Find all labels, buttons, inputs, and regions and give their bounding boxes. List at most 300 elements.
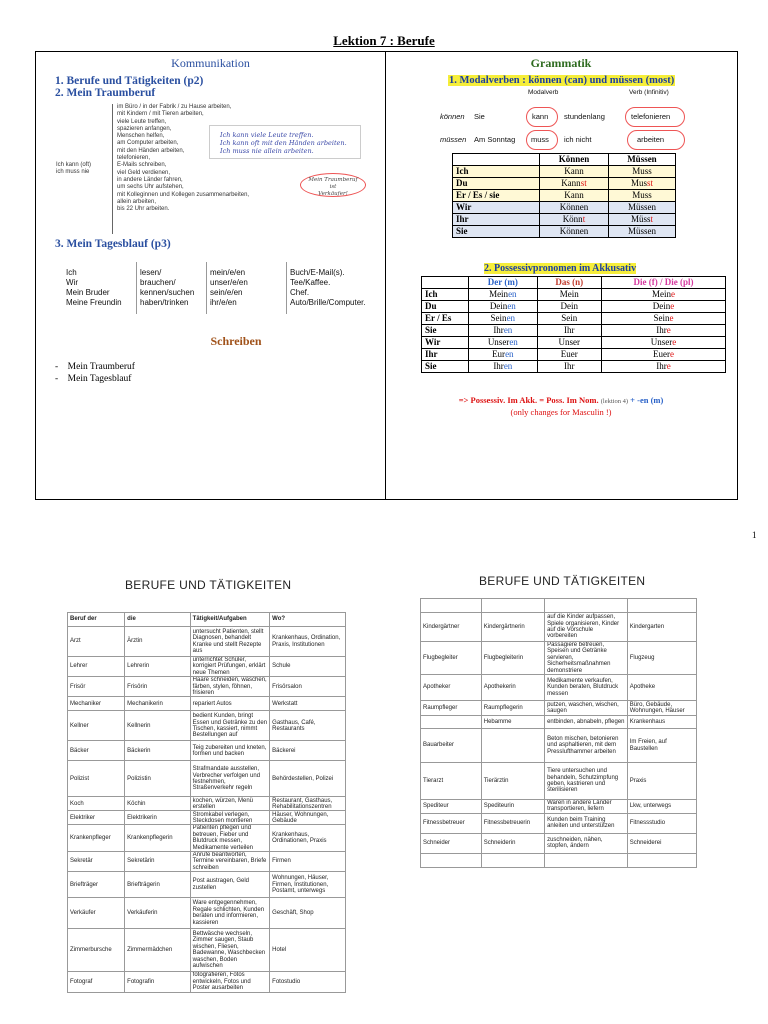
poss-neut: Unser: [537, 337, 601, 349]
example-infinitive: arbeiten: [637, 135, 665, 144]
table-row: [421, 833, 697, 853]
table-row: [68, 825, 346, 852]
table-cell: repariert Autos: [190, 697, 270, 711]
activity-item: um sechs Uhr aufstehen,: [117, 184, 184, 191]
modal-form: [540, 214, 609, 226]
poss-ending: en: [508, 289, 517, 299]
modal-row: [453, 166, 676, 178]
table-row: [68, 852, 346, 872]
tagesablauf-col4: [290, 268, 370, 308]
side-note-line: ich muss nie: [56, 169, 90, 176]
table-cell: bedient Kunden, bringt Essen und Getränke zu den Tischen, kassiert, nimmt Bestellungen auf: [190, 711, 270, 741]
poss-ending: e: [666, 361, 671, 371]
table-cell: [481, 599, 544, 613]
schreiben-list: [55, 361, 135, 385]
poss-ending: e: [670, 301, 675, 311]
tagesablauf-cell: Ich: [66, 268, 77, 277]
activity-item: am Computer arbeiten,: [117, 140, 179, 147]
modal-verb-name: müssen: [440, 135, 467, 144]
table-cell: Passagiere betreuen, Speisen und Getränke servieren, Sicherheitsmaßnahmen demonstriere: [545, 642, 628, 675]
modal-row: [453, 178, 676, 190]
example-line: Ich kann oft mit den Händen arbeiten.: [220, 139, 347, 147]
tagesablauf-cell: Wir: [66, 278, 78, 287]
table-cell: fotografieren, Fotos entwickeln, Fotos und Poster ausarbeiten: [190, 972, 270, 992]
table-cell: Verkäuferin: [125, 898, 190, 929]
tagesablauf-cell: Mein Bruder: [66, 288, 110, 297]
table-cell: Zimmerbursche: [68, 929, 125, 972]
modal-ending: t: [582, 214, 586, 224]
table-cell: Frisör: [68, 677, 125, 697]
table-cell: Fotograf: [68, 972, 125, 992]
table-cell: Krankenhaus, Ordinationen, Praxis: [270, 825, 346, 852]
table-cell: Verkäufer: [68, 898, 125, 929]
modal-verb-name: können: [440, 112, 465, 121]
modal-form: [540, 202, 609, 214]
modal-person: Sie: [453, 226, 540, 238]
tagesablauf-sep: [136, 262, 137, 314]
table-cell: Praxis: [627, 763, 696, 800]
table-cell: Schneider: [421, 833, 482, 853]
table-cell: Krankenhaus, Ordination, Praxis, Institutionen: [270, 627, 346, 657]
table-row: [421, 853, 697, 867]
modal-ending: st: [646, 178, 653, 188]
poss-masc: [469, 337, 538, 349]
table-cell: Fitnessbetreuerin: [481, 813, 544, 833]
table-cell: Wohnungen, Häuser, Firmen, Institutionen, Postamt, unterwegs: [270, 872, 346, 898]
poss-neut: Mein: [537, 289, 601, 301]
item-berufe: 1. Berufe und Tätigkeiten (p2): [55, 75, 204, 87]
table-cell: Kindergärtner: [421, 613, 482, 642]
table-cell: Medikamente verkaufen, Kunden beraten, Blutdruck messen: [545, 675, 628, 701]
table-cell: Schneiderei: [627, 833, 696, 853]
table-cell: Ware entgegennehmen, Regale schlichten, Kunden beraten und informieren, kassieren: [190, 898, 270, 929]
example-subject: Am Sonntag: [474, 135, 516, 144]
schreiben-item: - Mein Tagesblauf: [55, 374, 132, 384]
modal-person: Er / Es / sie: [453, 190, 540, 202]
table-row: [68, 711, 346, 741]
modal-form: [608, 214, 675, 226]
tagesablauf-cell: kennen/suchen: [140, 288, 195, 297]
schreiben-title: Schreiben: [210, 334, 262, 348]
poss-fem: [601, 361, 725, 373]
table-cell: Lkw, unterwegs: [627, 800, 696, 814]
poss-ending: en: [506, 313, 516, 323]
table-cell: Restaurant, Gasthaus, Rehabilitationszentren: [270, 797, 346, 811]
table-cell: [421, 853, 482, 867]
table-cell: Waren in andere Länder transportieren, liefern: [545, 800, 628, 814]
example-middle: ich nicht: [564, 135, 592, 144]
tagesablauf-cell: Tee/Kaffee.: [290, 278, 331, 287]
table-cell: putzen, waschen, wischen, saugen: [545, 701, 628, 716]
table-cell: Strafmandate ausstellen, Verbrecher verfolgen und festnehmen, Straßenverkehr regeln: [190, 761, 270, 797]
grammatik-title: Grammatik: [530, 56, 592, 70]
activity-item: spazieren anfangen,: [117, 125, 172, 132]
table-cell: Fotografin: [125, 972, 190, 992]
table-cell: Schneiderin: [481, 833, 544, 853]
item-tagesablauf: 3. Mein Tagesblauf (p3): [55, 238, 171, 250]
modal-stem: Muss: [632, 166, 652, 176]
possessiv-table: [421, 276, 726, 373]
modal-header-cell: Müssen: [608, 154, 675, 166]
table-cell: Kellner: [68, 711, 125, 741]
poss-row: [422, 337, 726, 349]
modal-example-row1: [440, 112, 465, 122]
modal-form: [608, 178, 675, 190]
poss-ending: en: [503, 361, 513, 371]
poss-masc: [469, 301, 538, 313]
table-cell: Raumpfleger: [421, 701, 482, 716]
table-cell: Tierarzt: [421, 763, 482, 800]
modal-stem: Müssen: [627, 202, 656, 212]
poss-fem: [601, 313, 725, 325]
activity-item: in andere Länder fahren,: [117, 176, 183, 183]
table-cell: Elektriker: [68, 811, 125, 825]
example-sentences: [220, 131, 347, 155]
berufe-table-title: BERUFE UND TÄTIGKEITEN: [479, 574, 646, 588]
modal-ending: st: [580, 178, 587, 188]
table-cell: Teig zubereiten und kneten, formen und backen: [190, 741, 270, 761]
tagesablauf-cell: Meine Freundin: [66, 298, 122, 307]
poss-ending: e: [666, 325, 671, 335]
table-row: [421, 701, 697, 716]
modal-form: [608, 226, 675, 238]
poss-stem: Ihr: [493, 325, 504, 335]
table-cell: Spediteurin: [481, 800, 544, 814]
table-row: [421, 813, 697, 833]
poss-stem: Unser: [487, 337, 510, 347]
table-cell: Sekretär: [68, 852, 125, 872]
table-row: [421, 800, 697, 814]
table-cell: Apotheker: [421, 675, 482, 701]
table-cell: Arzt: [68, 627, 125, 657]
poss-ending: en: [503, 325, 513, 335]
table-cell: Gasthaus, Café, Restaurants: [270, 711, 346, 741]
poss-person: Du: [422, 301, 469, 313]
table-cell: Kunden beim Training anleiten und unterstützen: [545, 813, 628, 833]
table-row: [68, 657, 346, 677]
modal-row: [453, 190, 676, 202]
poss-header-cell: Der (m): [469, 277, 538, 289]
tagesablauf-cell: ihr/e/en: [210, 298, 237, 307]
table-cell: Patienten pflegen und betreuen, Fieber und Blutdruck messen, Medikamente verteilen: [190, 825, 270, 852]
table-row: [68, 797, 346, 811]
table-cell: Tierärztin: [481, 763, 544, 800]
example-line: Ich muss nie allein arbeiten.: [220, 147, 314, 155]
table-header-cell: Tätigkeit/Aufgaben: [190, 613, 270, 627]
activity-item: telefonieren,: [117, 155, 151, 162]
poss-fem: [601, 349, 725, 361]
modal-label: Modalverb: [528, 89, 559, 96]
modal-ending: t: [650, 214, 653, 224]
table-row: [421, 599, 697, 613]
table-cell: Krankenpfleger: [68, 825, 125, 852]
table-cell: [545, 853, 628, 867]
poss-row: [422, 313, 726, 325]
modal-form: [540, 226, 609, 238]
tagesablauf-col1: [66, 268, 136, 308]
poss-stem: Euer: [652, 349, 670, 359]
table-row: [68, 761, 346, 797]
example-subject: Sie: [474, 112, 485, 121]
table-cell: Behördestellen, Polizei: [270, 761, 346, 797]
poss-fem: [601, 289, 725, 301]
table-cell: untersucht Patienten, stellt Diagnosen, behandelt Kranke und stellt Rezepte aus: [190, 627, 270, 657]
tagesablauf-col2: [140, 268, 210, 308]
poss-person: Wir: [422, 337, 469, 349]
poss-person: Sie: [422, 361, 469, 373]
activity-item: mit Kindern / mit Tieren arbeiten,: [117, 111, 204, 118]
bubble-line: Mein Traumberuf ist: [308, 177, 358, 190]
table-cell: Kindergarten: [627, 613, 696, 642]
table-cell: Geschäft, Shop: [270, 898, 346, 929]
tagesablauf-sep: [206, 262, 207, 314]
modal-form: [540, 178, 609, 190]
poss-row: [422, 301, 726, 313]
activity-item: allein arbeiten,: [117, 198, 157, 205]
table-row: [68, 929, 346, 972]
modal-stem: Könn: [562, 214, 583, 224]
side-note: [56, 162, 91, 177]
poss-masc: [469, 289, 538, 301]
poss-header-cell: Das (n): [537, 277, 601, 289]
table-row: [68, 627, 346, 657]
modal-form: [540, 166, 609, 178]
example-middle: stundenlang: [564, 112, 605, 121]
rule-note: (only changes for Masculin !): [510, 407, 612, 417]
table-cell: Häuser, Wohnungen, Gebäude: [270, 811, 346, 825]
example-modal: muss: [531, 135, 549, 144]
table-cell: zuschneiden, nähen, stopfen, ändern: [545, 833, 628, 853]
modal-header-cell: [453, 154, 540, 166]
table-row: [421, 763, 697, 800]
table-cell: unterrichtet Schüler, korrigiert Prüfungen, erklärt neue Themen: [190, 657, 270, 677]
page-title: Lektion 7 : Berufe: [333, 33, 435, 48]
table-cell: Sekretärin: [125, 852, 190, 872]
poss-row: [422, 325, 726, 337]
poss-person: Ich: [422, 289, 469, 301]
table-header-cell: Beruf der: [68, 613, 125, 627]
table-row: [68, 811, 346, 825]
table-cell: Tiere untersuchen und behandeln, Schutzimpfung geben, kastrieren und sterilisieren: [545, 763, 628, 800]
poss-ending: en: [507, 301, 516, 311]
table-cell: Fitnessstudio: [627, 813, 696, 833]
table-row: [68, 677, 346, 697]
poss-neut: Ihr: [537, 361, 601, 373]
table-cell: [481, 729, 544, 763]
table-header-cell: Wo?: [270, 613, 346, 627]
table-cell: Bäcker: [68, 741, 125, 761]
tagesablauf-col3: [210, 268, 280, 308]
poss-stem: Dein: [489, 301, 508, 311]
column-divider: [385, 51, 386, 499]
table-row: [68, 898, 346, 929]
poss-stem: Mein: [651, 289, 671, 299]
modal-person: Ich: [453, 166, 540, 178]
table-cell: Post austragen, Geld zustellen: [190, 872, 270, 898]
modal-person: Du: [453, 178, 540, 190]
poss-person: Sie: [422, 325, 469, 337]
poss-stem: Sein: [490, 313, 507, 323]
modal-stem: Können: [559, 202, 589, 212]
table-row: [68, 972, 346, 992]
table-cell: Flugbegleiter: [421, 642, 482, 675]
table-cell: Bettwäsche wechseln, Zimmer saugen, Staub wischen, Fliesen, Badewanne, Waschbecken waschen, Boden aufwischen: [190, 929, 270, 972]
poss-stem: Eur: [492, 349, 506, 359]
table-cell: Stromkabel verlegen, Steckdosen montieren: [190, 811, 270, 825]
table-cell: Anrufe beantworten, Termine vereinbaren, Briefe schreiben: [190, 852, 270, 872]
modal-stem: Mus: [630, 178, 647, 188]
table-cell: Apothekerin: [481, 675, 544, 701]
modal-person: Wir: [453, 202, 540, 214]
modal-conjugation-table: [452, 153, 676, 238]
poss-stem: Unser: [650, 337, 673, 347]
table-cell: [545, 599, 628, 613]
table-cell: Kindergärtnerin: [481, 613, 544, 642]
table-row: [68, 872, 346, 898]
rule-text: => Possessiv. Im Akk. = Poss. Im Nom.: [458, 395, 599, 405]
activity-item: im Büro / in der Fabrik / zu Hause arbeiten,: [117, 104, 232, 110]
modal-header-row: [453, 154, 676, 166]
item-traumberuf: 2. Mein Traumberuf: [55, 87, 156, 99]
poss-masc: [469, 349, 538, 361]
poss-masc: [469, 313, 538, 325]
table-cell: Hotel: [270, 929, 346, 972]
example-modal: kann: [532, 112, 549, 121]
poss-stem: Ihr: [656, 325, 667, 335]
table-row: [421, 613, 697, 642]
modal-row: [453, 202, 676, 214]
table-cell: Flugzeug: [627, 642, 696, 675]
table-cell: Fotostudio: [270, 972, 346, 992]
page-number: 1: [752, 530, 757, 540]
modal-person: Ihr: [453, 214, 540, 226]
table-cell: Elektrikerin: [125, 811, 190, 825]
poss-fem: [601, 325, 725, 337]
example-infinitive: telefonieren: [631, 112, 671, 121]
table-cell: Schule: [270, 657, 346, 677]
poss-person: Ihr: [422, 349, 469, 361]
tagesablauf-cell: mein/e/en: [210, 268, 246, 277]
table-cell: [627, 599, 696, 613]
activity-item: viele Leute treffen,: [117, 118, 167, 125]
table-cell: Bäckerei: [270, 741, 346, 761]
table-cell: [421, 599, 482, 613]
table-cell: Polizistin: [125, 761, 190, 797]
possessiv-heading-text: 2. Possessivpronomen im Akkusativ: [484, 263, 637, 274]
tagesablauf-cell: sein/e/en: [210, 288, 243, 297]
poss-neut: Sein: [537, 313, 601, 325]
table-cell: Polizist: [68, 761, 125, 797]
modal-form: [608, 190, 675, 202]
modal-header-cell: Können: [540, 154, 609, 166]
poss-row: [422, 349, 726, 361]
modal-form: [540, 190, 609, 202]
tagesablauf-cell: unser/e/en: [210, 278, 248, 287]
table-header-row: [68, 613, 346, 627]
table-cell: Apotheke: [627, 675, 696, 701]
poss-fem: [601, 337, 725, 349]
poss-stem: Mein: [489, 289, 509, 299]
modal-stem: Kann: [561, 178, 581, 188]
modal-form: [608, 202, 675, 214]
table-cell: Haare schneiden, waschen, färben, stylen, föhnen, frisieren: [190, 677, 270, 697]
table-row: [68, 741, 346, 761]
modalverben-heading: [448, 75, 675, 86]
berufe-table-title: BERUFE UND TÄTIGKEITEN: [125, 578, 292, 592]
poss-neut: Dein: [537, 301, 601, 313]
poss-row: [422, 361, 726, 373]
table-cell: Briefträger: [68, 872, 125, 898]
modal-example-row2: [440, 135, 466, 145]
tagesablauf-cell: Auto/Brille/Computer.: [290, 298, 366, 307]
schreiben-item-text: Mein Tagesblauf: [67, 374, 132, 384]
poss-neut: Euer: [537, 349, 601, 361]
table-cell: [627, 853, 696, 867]
possessiv-rule: [386, 395, 736, 418]
table-header-cell: die: [125, 613, 190, 627]
kommunikation-title: Kommunikation: [171, 56, 250, 70]
poss-header-cell: Die (f) / Die (pl): [601, 277, 725, 289]
poss-masc: [469, 361, 538, 373]
table-cell: Büro, Gebäude, Wohnungen, Häuser: [627, 701, 696, 716]
poss-stem: Sein: [653, 313, 670, 323]
table-cell: Mechanikerin: [125, 697, 190, 711]
activity-item: Menschen helfen,: [117, 133, 165, 140]
bubble-text: [305, 177, 361, 198]
table-cell: [421, 716, 482, 729]
table-cell: Krankenhaus: [627, 716, 696, 729]
table-cell: Krankenpflegerin: [125, 825, 190, 852]
modal-stem: Kann: [564, 166, 584, 176]
poss-ending: e: [669, 313, 674, 323]
modal-form: [608, 166, 675, 178]
modal-stem: Können: [559, 226, 589, 236]
table-cell: Briefträgerin: [125, 872, 190, 898]
table-cell: kochen, würzen, Menü erstellen: [190, 797, 270, 811]
poss-masc: [469, 325, 538, 337]
poss-person: Er / Es: [422, 313, 469, 325]
table-cell: Werkstatt: [270, 697, 346, 711]
table-cell: Spediteur: [421, 800, 482, 814]
poss-ending: en: [505, 349, 514, 359]
table-row: [421, 675, 697, 701]
activity-item: bis 22 Uhr arbeiten.: [117, 206, 170, 213]
table-cell: Beton mischen, betonieren und asphaltieren, mit dem Presslufthammer arbeiten: [545, 729, 628, 763]
poss-ending: en: [509, 337, 518, 347]
tagesablauf-cell: Chef.: [290, 288, 310, 297]
table-cell: Koch: [68, 797, 125, 811]
example-line: Ich kann viele Leute treffen.: [220, 131, 314, 139]
poss-stem: Ihr: [656, 361, 667, 371]
modalverben-heading-text: 1. Modalverben : können (can) und müssen (most): [449, 75, 675, 86]
side-bracket: [112, 104, 116, 234]
schreiben-item: - Mein Traumberuf: [55, 362, 135, 372]
table-cell: Bäckerin: [125, 741, 190, 761]
tagesablauf-cell: haben/trinken: [140, 298, 189, 307]
activity-item: E-Mails schreiben,: [117, 162, 167, 169]
modal-row: [453, 226, 676, 238]
modal-stem: Müss: [630, 214, 651, 224]
table-cell: Hebamme: [481, 716, 544, 729]
table-cell: Zimmermädchen: [125, 929, 190, 972]
poss-header-row: [422, 277, 726, 289]
modal-stem: Muss: [632, 190, 652, 200]
table-cell: auf die Kinder aufpassen, Spiele organisieren, Kinder auf die Vorschule vorbereiten: [545, 613, 628, 642]
poss-row: [422, 289, 726, 301]
table-cell: [481, 853, 544, 867]
poss-stem: Dein: [652, 301, 671, 311]
poss-fem: [601, 301, 725, 313]
